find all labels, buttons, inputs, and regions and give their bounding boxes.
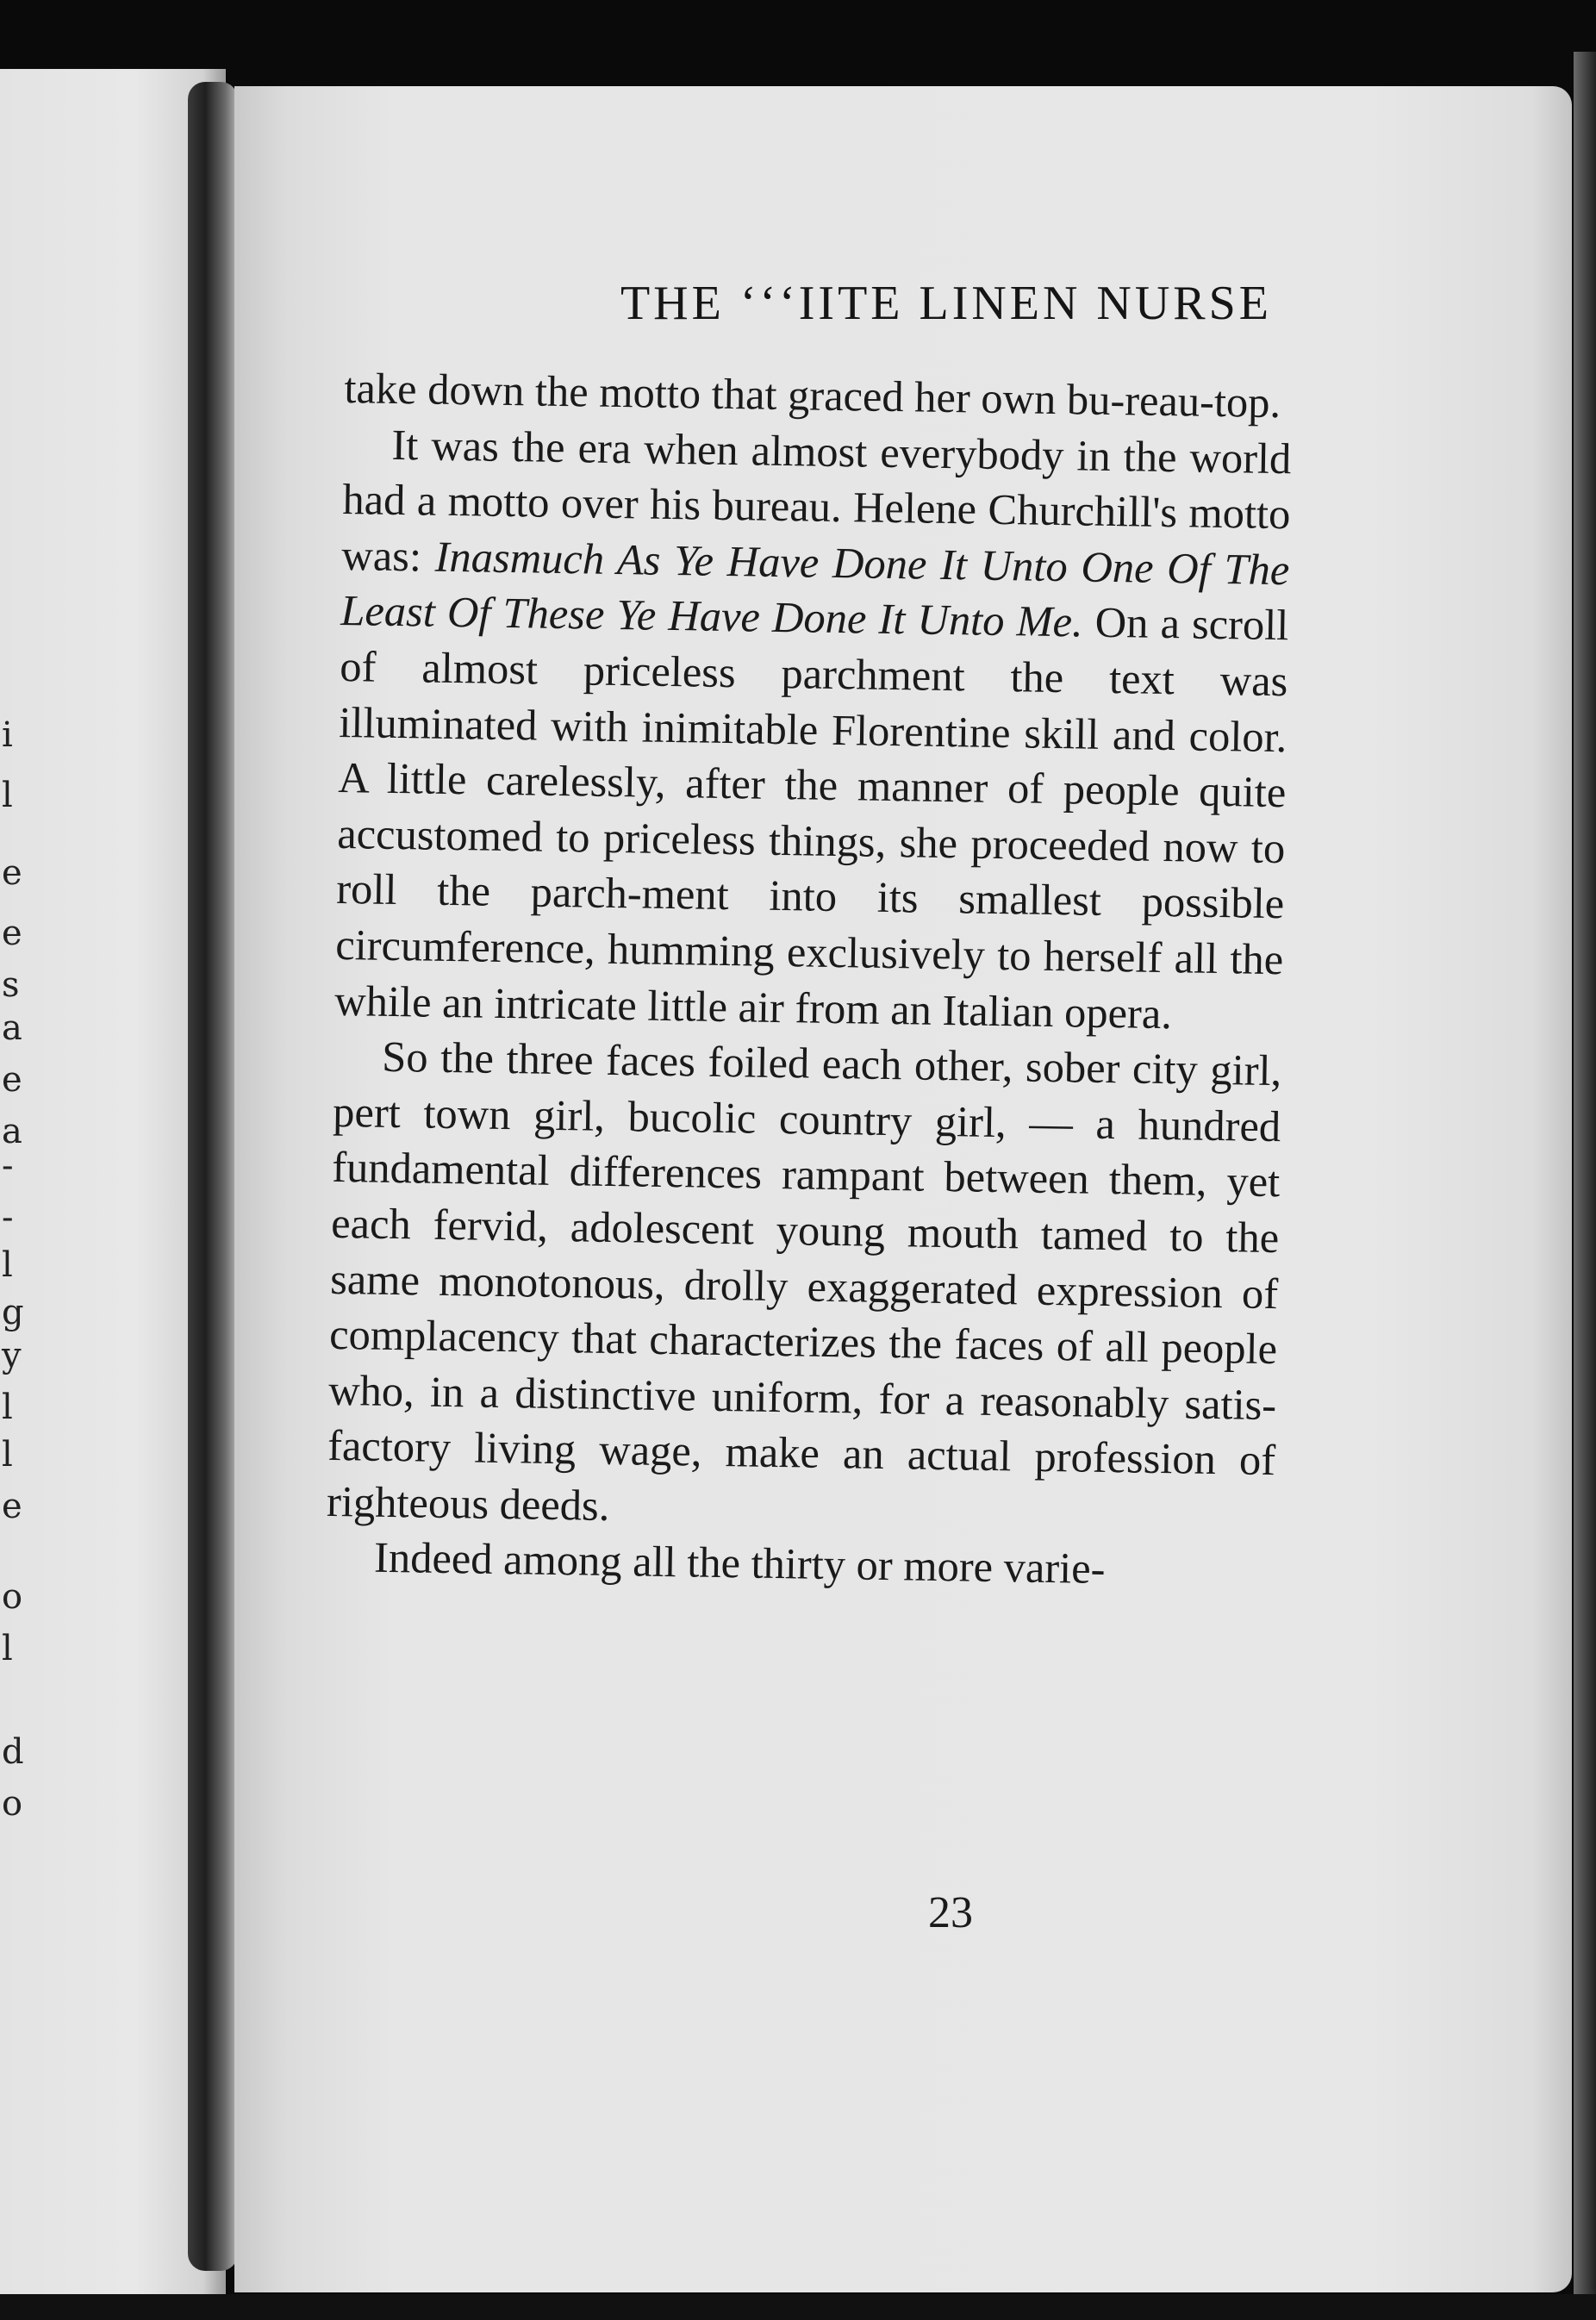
facing-page-text-fragment [0, 69, 34, 2294]
book-gutter [188, 82, 238, 2271]
facing-page-letter: l [2, 1435, 13, 1475]
facing-page-letter: s [2, 965, 20, 1005]
facing-page-letter: g [2, 1293, 24, 1332]
paragraph-text: So the three faces foiled each other, sober city girl, pert town girl, bucolic country girl, — a hundred fundamental differences rampant between them, yet each fervid, adolescent young mouth tamed to the same monotonous, drolly exaggerated expression of complacency that characterizes the faces of all people who, in a distinctive uniform, for a reasonably satis-factory living wage, make an actual profession of righteous deeds. [326, 1032, 1282, 1530]
facing-page-letter: - [2, 1146, 14, 1186]
page-number [234, 1887, 1572, 1938]
scan-right-edge [1574, 52, 1596, 2320]
facing-page-letter: e [2, 1487, 22, 1526]
page-number-text: 23 [928, 1888, 973, 1937]
facing-page-letter: d [2, 1732, 24, 1772]
running-head [234, 276, 1572, 331]
facing-page-letter: o [2, 1784, 23, 1824]
running-head-text: THE ʻʻʻIITE LINEN NURSE [620, 277, 1273, 330]
facing-page-letter: l [2, 776, 13, 815]
paragraph [327, 1028, 1282, 1544]
paragraph-text: On a scroll of almost priceless parchment the text was illuminated with inimitable Florentine skill and color. A little carelessly, after the manner of people quite accustomed to priceless things, she proceeded now to roll the parch-ment into its smallest possible circumference, humming exclusively to herself all the while an intricate little air from an Italian opera. [334, 597, 1289, 1038]
facing-page-letter: l [2, 1245, 13, 1285]
facing-page-letter: o [2, 1577, 23, 1617]
facing-page-letter: i [2, 715, 13, 755]
paragraph-text: It was the era when almost everybody in the world had a motto over his bureau. Helene Churchill's motto was: [341, 420, 1292, 581]
facing-page-letter: e [2, 853, 22, 893]
page-body [326, 360, 1293, 1600]
scan-bottom-edge [0, 2294, 1596, 2320]
facing-page-letter: y [2, 1336, 22, 1375]
facing-page-letter: l [2, 1629, 13, 1668]
paragraph [334, 416, 1292, 1044]
italic-motto-text: Inasmuch As Ye Have Done It Unto One Of The Least Of These Ye Have Done It Unto Me. [340, 532, 1290, 646]
facing-page-letter: e [2, 1060, 22, 1100]
facing-page-letter: l [2, 1388, 13, 1427]
facing-page-letter: a [2, 1008, 22, 1048]
facing-page-letter: a [2, 1112, 22, 1151]
book-page [234, 86, 1572, 2292]
paragraph-text: Indeed among all the thirty or more varie- [373, 1533, 1106, 1593]
facing-page-letter: e [2, 914, 22, 953]
facing-page-letter: - [2, 1198, 14, 1238]
paragraph-text: take down the motto that graced her own bu-reau-top. [344, 363, 1281, 427]
